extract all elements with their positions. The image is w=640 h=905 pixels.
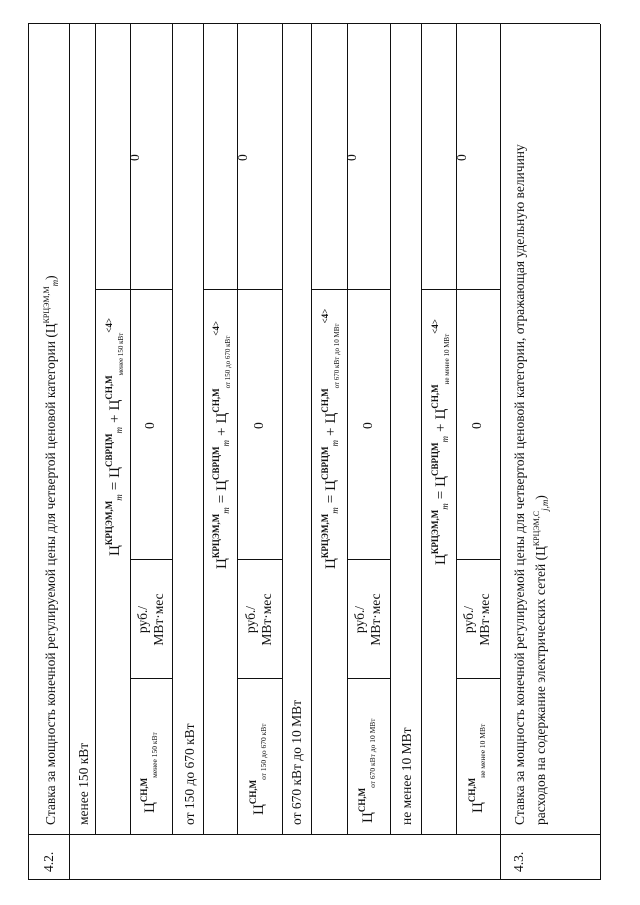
row-line [500, 24, 501, 880]
row-line [130, 24, 131, 835]
group-label: от 150 до 670 кВт [182, 723, 197, 825]
group-label: менее 150 кВт [76, 742, 91, 825]
value-cell: 0 [235, 154, 250, 161]
cell-line [237, 678, 282, 679]
cell-line [421, 289, 500, 290]
table-border-bottom [600, 24, 601, 880]
formula: $Ц^{КРЦЭМ,М}_m=Ц^{СВРЦМ}_m+Ц^{СН,М}_{не менее 10 МВт}^{<4>}$ [430, 319, 451, 565]
table-border-right [28, 23, 600, 24]
row-line [390, 24, 391, 835]
cell-line [347, 559, 390, 560]
cell-line [456, 559, 500, 560]
unit-cell: руб./ МВт·мес [352, 593, 383, 646]
section-number: 4.3. [511, 851, 526, 872]
formula-value: 0 [469, 422, 484, 429]
table-border-left [28, 879, 600, 880]
row-line [237, 24, 238, 835]
cell-line [203, 289, 282, 290]
value-cell: 0 [344, 154, 359, 161]
group-label: от 670 кВт до 10 МВт [289, 699, 304, 825]
cell-line [456, 678, 500, 679]
row-line [69, 24, 70, 880]
table-border-top [28, 24, 29, 880]
section-title-line-2: расходов на содержание электрических сетей $(Ц^{КРЦЭМ,С}_{j,m})$ [532, 495, 550, 825]
cell-line [237, 559, 282, 560]
rate-symbol: $Ц^{СН,М}_{от 670 кВт до 10 МВт}$ [357, 718, 377, 823]
row-line [456, 24, 457, 835]
row-line [311, 24, 312, 835]
formula: $Ц^{КРЦЭМ,М}_m=Ц^{СВРЦМ}_m+Ц^{СН,М}_{менее 150 кВт}^{<4>}$ [104, 318, 125, 556]
formula-value: 0 [142, 422, 157, 429]
unit-cell: руб./ МВт·мес [243, 593, 274, 646]
rate-symbol: $Ц^{СН,М}_{от 150 до 670 кВт}$ [248, 723, 268, 815]
section-title: Ставка за мощность конечной регулируемой цены для четвертой ценовой категории $(Ц^{КРЦЭМ,М}_m)$ [42, 275, 60, 825]
rate-symbol: $Ц^{СН,М}_{менее 150 кВт}$ [139, 732, 159, 813]
formula-value: 0 [251, 422, 266, 429]
row-line [95, 24, 96, 835]
cell-line [95, 289, 172, 290]
row-line [172, 24, 173, 835]
formula-value: 0 [360, 422, 375, 429]
cell-line [130, 559, 172, 560]
cell-line [130, 678, 172, 679]
value-cell: 0 [127, 154, 142, 161]
row-line [203, 24, 204, 835]
unit-cell: руб./ МВт·мес [461, 593, 492, 646]
group-label: не менее 10 МВт [399, 727, 414, 825]
formula: $Ц^{КРЦЭМ,М}_m=Ц^{СВРЦМ}_m+Ц^{СН,М}_{от 150 до 670 кВт}^{<4>}$ [211, 320, 232, 569]
row-line [421, 24, 422, 835]
row-line [347, 24, 348, 835]
cell-line [347, 678, 390, 679]
cell-line [311, 289, 390, 290]
row-line [282, 24, 283, 835]
section-title-line-1: Ставка за мощность конечной регулируемой цены для четвертой ценовой категории, отражающая удельную величину [512, 144, 527, 825]
section-number: 4.2. [41, 851, 56, 872]
unit-cell: руб./ МВт·мес [135, 593, 166, 646]
rate-symbol: $Ц^{СН,М}_{не менее 10 МВт}$ [467, 723, 487, 813]
number-column-line [28, 834, 600, 835]
formula: $Ц^{КРЦЭМ,М}_m=Ц^{СВРЦМ}_m+Ц^{СН,М}_{от 670 кВт до 10 МВт}^{<4>}$ [320, 308, 341, 569]
value-cell: 0 [454, 154, 469, 161]
